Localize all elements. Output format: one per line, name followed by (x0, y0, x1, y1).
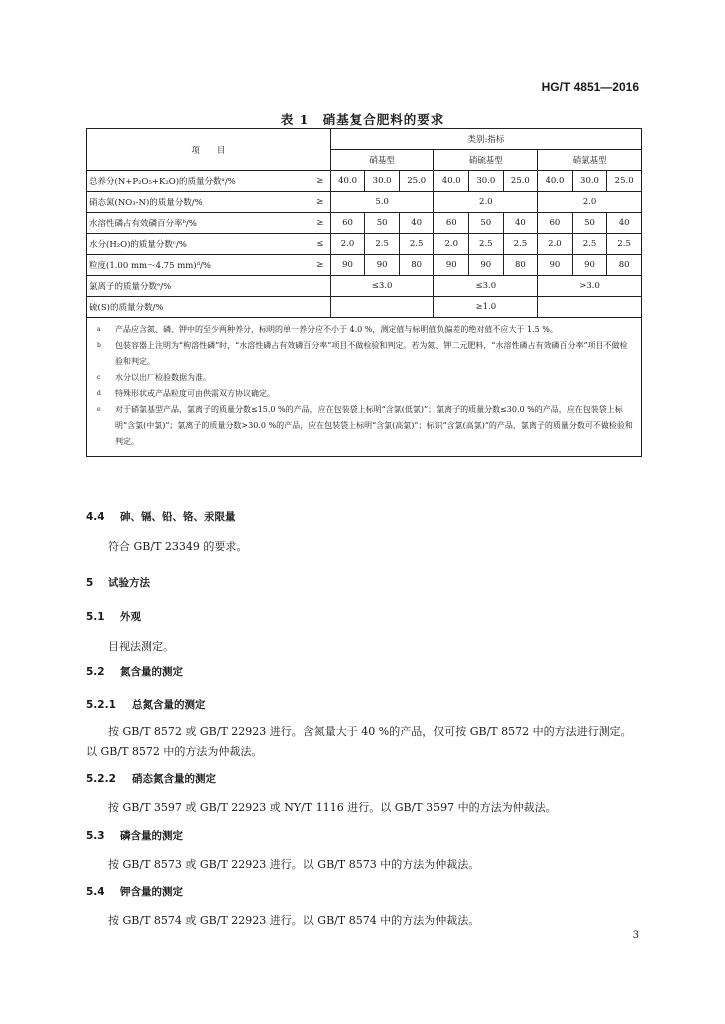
table-row (87, 255, 642, 276)
section-number: 4.4 (86, 511, 105, 523)
table-cell: 25.0 (399, 171, 434, 192)
section-body: 按 GB/T 8572 或 GB/T 22923 进行。含氮量大于 40 %的产品，仅可按 GB/T 8572 中的方法进行测定。以 GB/T 8572 中的方法为仲裁法。 (86, 725, 632, 758)
row-symbol (310, 276, 331, 297)
table-notes (87, 318, 642, 457)
note-mark: b (97, 342, 101, 349)
table-cell: 90 (434, 255, 469, 276)
table-cell: ≤3.0 (330, 276, 434, 297)
table-cell: 2.5 (572, 234, 607, 255)
section-body: 目视法测定。 (108, 640, 174, 653)
table-row (87, 213, 642, 234)
table-cell: 90 (469, 255, 504, 276)
table-note (93, 322, 635, 338)
page-number: 3 (632, 930, 639, 941)
section-body: 按 GB/T 8574 或 GB/T 22923 进行。以 GB/T 8574 中的方法为仲裁法。 (108, 914, 480, 927)
table-cell: 60 (330, 213, 365, 234)
requirements-table (86, 128, 642, 457)
table-header-row (87, 129, 642, 150)
table-cell: 60 (434, 213, 469, 234)
section-heading (86, 664, 183, 679)
standard-id: HG/T 4851—2016 (541, 80, 639, 94)
table-cell: ≤3.0 (434, 276, 538, 297)
table-cell: 40 (399, 213, 434, 234)
table-cell: 90 (365, 255, 400, 276)
section-body: 符合 GB/T 23349 的要求。 (108, 540, 248, 553)
row-symbol: ≥ (310, 192, 331, 213)
note-mark: d (97, 390, 101, 397)
table-cell: 80 (607, 255, 642, 276)
table-row (87, 297, 642, 318)
table-cell: 40.0 (330, 171, 365, 192)
note-text: 水分以出厂检验数据为准。 (115, 373, 211, 382)
table-note (93, 386, 635, 402)
section-title: 总氮含量的测定 (132, 699, 206, 711)
table-notes-row (87, 318, 642, 457)
row-label: 硫(S)的质量分数/% (87, 297, 310, 318)
section-title: 外观 (120, 611, 141, 623)
table-cell: 90 (538, 255, 573, 276)
table-cell: 80 (503, 255, 538, 276)
note-text: 包装容器上注明为“枸溶性磷”时，“水溶性磷占有效磷百分率”项目不做检验和判定。若为氮、钾二元肥料，“水溶性磷占有效磷百分率”项目不做检验和判定。 (115, 341, 628, 366)
section-title: 砷、镉、铅、铬、汞限量 (120, 511, 236, 523)
table-cell: 2.0 (434, 234, 469, 255)
section-heading (86, 609, 141, 624)
table-cell (330, 297, 434, 318)
table-cell: >3.0 (538, 276, 642, 297)
row-symbol: ≥ (310, 171, 331, 192)
table-cell: 30.0 (365, 171, 400, 192)
section-title: 磷含量的测定 (120, 830, 183, 842)
table-cell: 2.0 (538, 192, 642, 213)
section-title: 试验方法 (108, 577, 150, 589)
group-header: 硝硫基型 (434, 150, 538, 171)
table-cell: 2.0 (434, 192, 538, 213)
group-header: 硝氯基型 (538, 150, 642, 171)
note-text: 对于硝氯基型产品，氯离子的质量分数≤15.0 %的产品，应在包装袋上标明“含氯(低氯)”；氯离子的质量分数≤30.0 %的产品，应在包装袋上标明“含氯(中氯)”；氯离子的质量分数>30.0 %的产品，应在包装袋上标明“含氯(高氯)”；标识“含氯(高氯)”的产品，氯离子的质量分数可不做检验和判定。 (115, 405, 633, 446)
row-symbol (310, 297, 331, 318)
table-row (87, 192, 642, 213)
table-cell: 60 (538, 213, 573, 234)
table-cell: ≥1.0 (434, 297, 538, 318)
table-cell: 80 (399, 255, 434, 276)
row-label: 氯离子的质量分数ᵉ/% (87, 276, 310, 297)
row-label: 水分(H₂O)的质量分数ᶜ/% (87, 234, 310, 255)
note-mark: c (97, 374, 101, 381)
table-cell: 90 (572, 255, 607, 276)
table-row (87, 234, 642, 255)
section-heading (86, 509, 236, 524)
table-note (93, 370, 635, 386)
table-cell: 2.5 (469, 234, 504, 255)
table-cell (538, 297, 642, 318)
row-label: 水溶性磷占有效磷百分率ᵇ/% (87, 213, 310, 234)
section-heading (86, 771, 216, 786)
row-symbol: ≥ (310, 255, 331, 276)
table-note (93, 402, 635, 450)
section-number: 5.4 (86, 886, 105, 898)
note-text: 产品应含氮、磷、钾中的至少两种养分，标明的单一养分应不小于 4.0 %，测定值与标明值负偏差的绝对值不应大于 1.5 %。 (115, 325, 558, 334)
table-cell: 2.0 (330, 234, 365, 255)
table-note (93, 338, 635, 370)
row-symbol: ≤ (310, 234, 331, 255)
table-cell: 90 (330, 255, 365, 276)
table-cell: 5.0 (330, 192, 434, 213)
section-title: 钾含量的测定 (120, 886, 183, 898)
table-caption: 表 1 硝基复合肥料的要求 (280, 112, 445, 127)
table-cell: 40.0 (538, 171, 573, 192)
section-number: 5.2.2 (86, 773, 116, 785)
category-header: 类别:指标 (330, 129, 641, 150)
table-cell: 40.0 (434, 171, 469, 192)
section-heading (86, 828, 183, 843)
table-cell: 2.5 (365, 234, 400, 255)
section-number: 5.2.1 (86, 699, 116, 711)
section-number: 5.1 (86, 611, 105, 623)
section-number: 5 (86, 577, 94, 589)
table-row (87, 276, 642, 297)
note-mark: a (97, 326, 101, 333)
section-heading (86, 575, 150, 590)
table-cell: 40 (607, 213, 642, 234)
section-title: 氮含量的测定 (120, 666, 183, 678)
row-label: 总养分(N+P₂O₅+K₂O)的质量分数ᵃ/% (87, 171, 310, 192)
table-row (87, 171, 642, 192)
group-header: 硝基型 (330, 150, 434, 171)
table-cell: 2.5 (399, 234, 434, 255)
row-label: 硝态氮(NO₃-N)的质量分数/% (87, 192, 310, 213)
table-cell: 25.0 (607, 171, 642, 192)
table-cell: 40 (503, 213, 538, 234)
section-heading (86, 697, 206, 712)
note-mark: e (97, 406, 101, 413)
table-cell: 50 (469, 213, 504, 234)
section-title: 硝态氮含量的测定 (132, 773, 216, 785)
table-cell: 50 (365, 213, 400, 234)
table-cell: 2.5 (503, 234, 538, 255)
table-cell: 2.0 (538, 234, 573, 255)
item-header: 项 目 (87, 129, 331, 171)
section-body: 按 GB/T 8573 或 GB/T 22923 进行。以 GB/T 8573 中的方法为仲裁法。 (108, 858, 480, 871)
note-text: 特殊形状或产品粒度可由供需双方协议确定。 (115, 389, 275, 398)
row-symbol: ≥ (310, 213, 331, 234)
section-number: 5.3 (86, 830, 105, 842)
table-cell: 30.0 (469, 171, 504, 192)
table-cell: 50 (572, 213, 607, 234)
row-label: 粒度(1.00 mm～4.75 mm)ᵈ/% (87, 255, 310, 276)
table-cell: 30.0 (572, 171, 607, 192)
section-number: 5.2 (86, 666, 105, 678)
section-heading (86, 884, 183, 899)
table-cell: 25.0 (503, 171, 538, 192)
table-cell: 2.5 (607, 234, 642, 255)
section-body: 按 GB/T 3597 或 GB/T 22923 或 NY/T 1116 进行。以 GB/T 3597 中的方法为仲裁法。 (108, 801, 557, 814)
